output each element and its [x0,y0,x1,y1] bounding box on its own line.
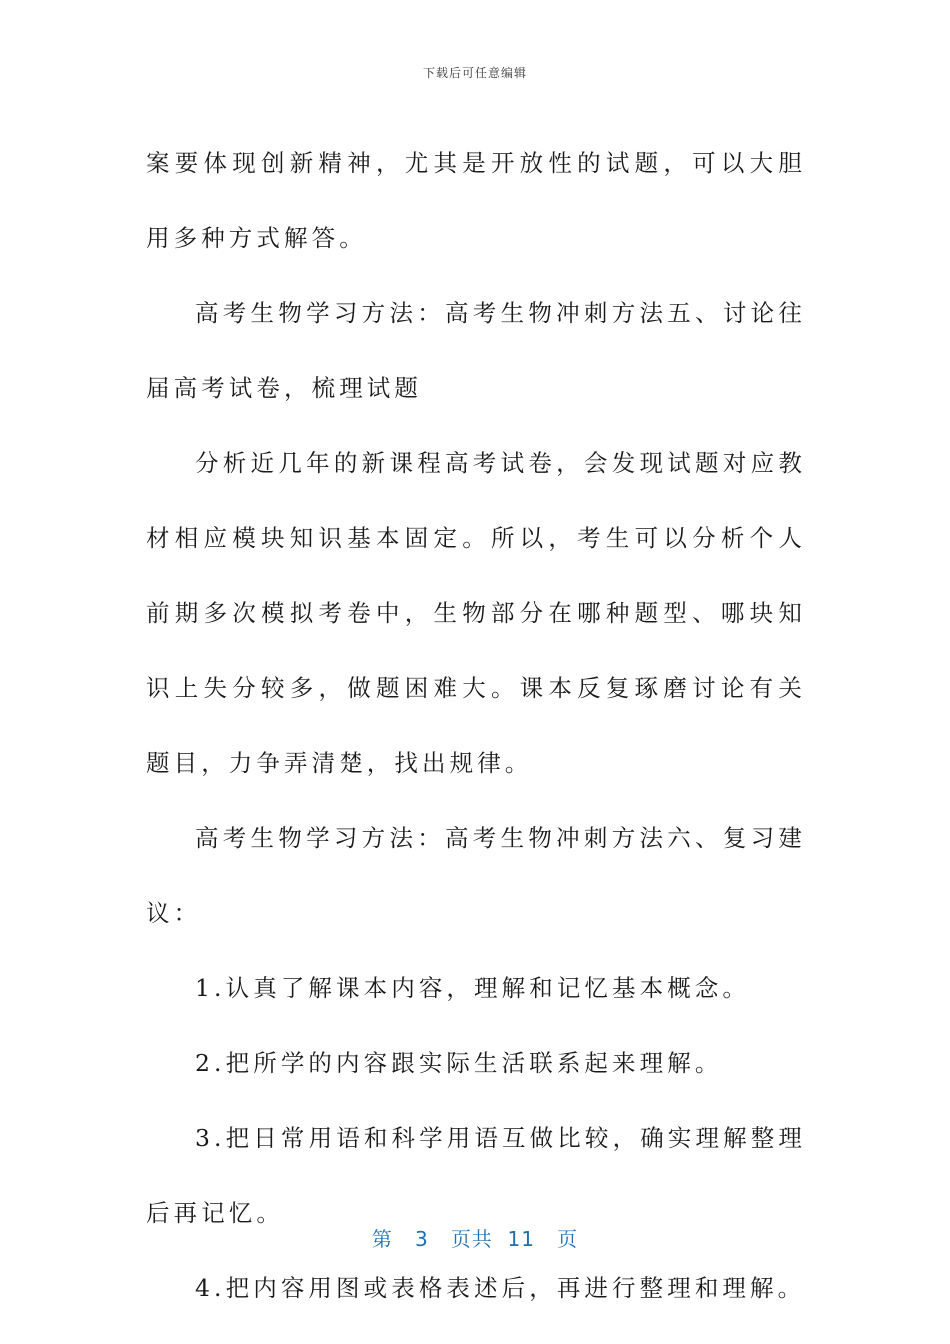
download-note: 下载后可任意编辑 [422,66,527,80]
footer-label-page: 第 [371,1227,393,1251]
footer-label-of: 页共 [450,1227,493,1251]
list-item-4: 4.把内容用图或表格表述后，再进行整理和理解。 [195,1274,806,1302]
paragraph-4: 高考生物学习方法：高考生物冲刺方法六、复习建议： [146,824,806,927]
list-item-3: 3.把日常用语和科学用语互做比较，确实理解整理后再记忆。 [146,1124,806,1227]
list-item-2: 2.把所学的内容跟实际生活联系起来理解。 [195,1049,723,1077]
paragraph-2: 高考生物学习方法：高考生物冲刺方法五、讨论往届高考试卷，梳理试题 [146,299,806,402]
footer-current-page: 3 [415,1227,429,1251]
list-item-1: 1.认真了解课本内容，理解和记忆基本概念。 [195,974,751,1002]
footer-total-pages: 11 [507,1227,535,1251]
paragraph-3: 分析近几年的新课程高考试卷，会发现试题对应教材相应模块知识基本固定。所以，考生可以分析个人前期多次模拟考卷中，生物部分在哪种题型、哪块知识上失分较多，做题困难大。课本反复琢磨讨论有关题目，力争弄清楚，找出规律。 [146,449,806,777]
document-body [146,126,806,1326]
paragraph-1: 案要体现创新精神，尤其是开放性的试题，可以大胆用多种方式解答。 [146,149,806,252]
page-footer [0,1223,950,1252]
footer-label-end: 页 [557,1227,579,1251]
